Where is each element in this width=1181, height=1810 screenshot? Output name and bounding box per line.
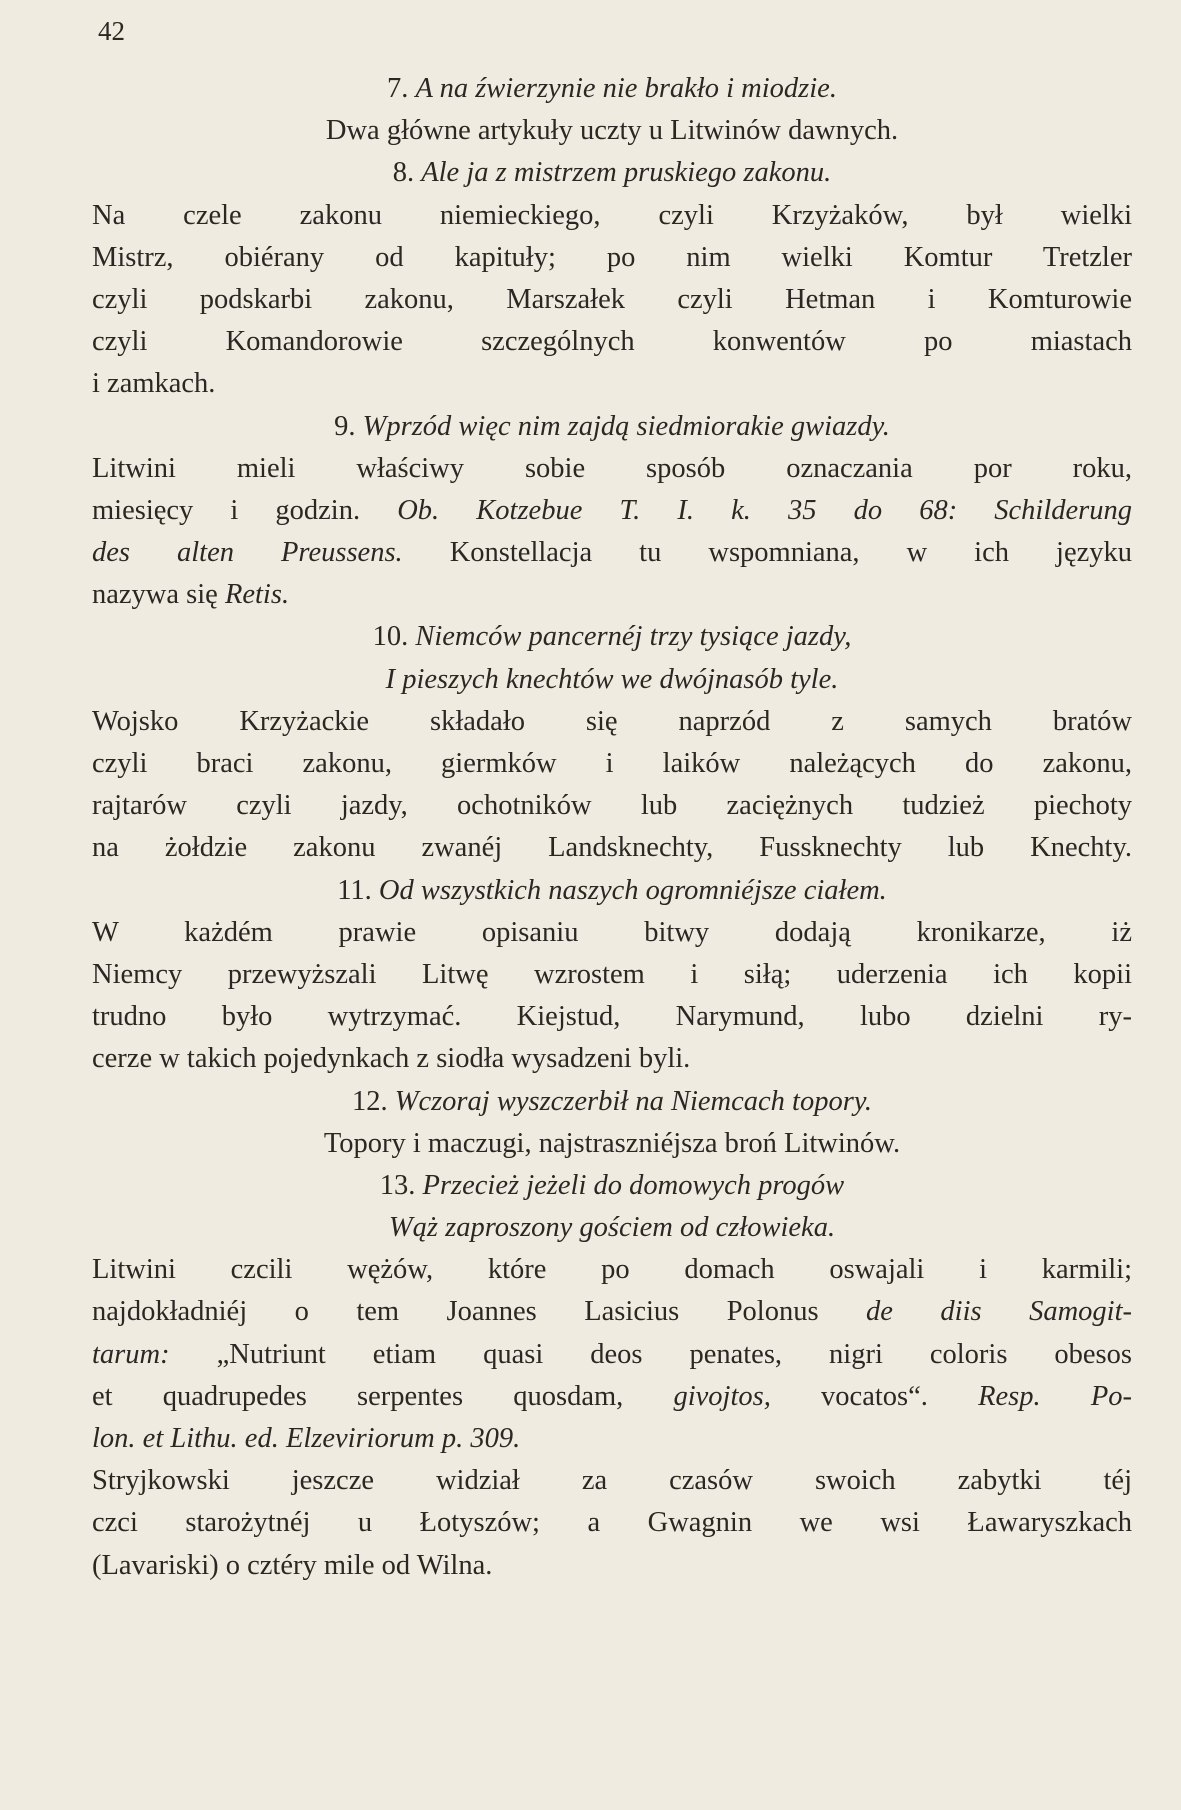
text-line bbox=[92, 532, 1132, 574]
text-line bbox=[92, 659, 1132, 701]
text-span: Niemcy przewyższali Litwę wzrostem i siłą; uderzenia ich kopii bbox=[92, 958, 1132, 990]
text-span: Dwa główne artykuły uczty u Litwinów dawnych. bbox=[325, 115, 899, 147]
text-line bbox=[92, 743, 1132, 785]
italic-span: Ale ja z mistrzem pruskiego zakonu. bbox=[421, 157, 832, 189]
text-line bbox=[92, 363, 1132, 405]
text-line bbox=[92, 1165, 1132, 1207]
italic-span: Przecież jeżeli do domowych progów bbox=[422, 1169, 845, 1201]
italic-span: A na źwierzynie nie brakło i miodzie. bbox=[415, 73, 837, 104]
text-span: Topory i maczugi, najstraszniéjsza broń Litwinów. bbox=[323, 1127, 901, 1159]
text-span: 8. bbox=[392, 157, 422, 189]
text-line bbox=[92, 1460, 1132, 1502]
text-line bbox=[92, 1291, 1132, 1333]
italic-span: des alten Preussens. bbox=[92, 537, 403, 569]
text-span: czyli Komandorowie szczególnych konwentów po miastach bbox=[92, 326, 1132, 358]
text-line bbox=[92, 279, 1132, 321]
text-line bbox=[92, 827, 1132, 869]
text-line bbox=[92, 490, 1132, 532]
text-span: 12. bbox=[351, 1085, 395, 1117]
italic-span: lon. et Lithu. ed. Elzeviriorum p. 309. bbox=[92, 1423, 521, 1454]
italic-span: de diis Samogit- bbox=[866, 1296, 1132, 1328]
text-line bbox=[92, 1376, 1132, 1418]
text-line bbox=[92, 195, 1132, 237]
italic-span: tarum: bbox=[92, 1338, 170, 1370]
italic-span: Od wszystkich naszych ogromniéjsze ciałem. bbox=[378, 874, 887, 906]
text-line bbox=[92, 152, 1132, 194]
text-span: Litwini mieli właściwy sobie sposób oznaczania por roku, bbox=[92, 452, 1132, 484]
text-line bbox=[92, 616, 1132, 658]
text-span: 11. bbox=[337, 874, 379, 906]
text-line bbox=[92, 912, 1132, 954]
text-line bbox=[92, 574, 1132, 616]
text-span: miesięcy i godzin. bbox=[92, 494, 398, 526]
text-line bbox=[92, 1334, 1132, 1376]
text-span: 7. bbox=[387, 73, 416, 104]
text-span: Stryjkowski jeszcze widział za czasów swoich zabytki téj bbox=[92, 1465, 1132, 1497]
text-span: najdokładniéj o tem Joannes Lasicius Polonus bbox=[92, 1296, 867, 1328]
text-span: czci starożytnéj u Łotyszów; a Gwagnin we wsi Ławaryszkach bbox=[92, 1507, 1132, 1539]
text-line bbox=[92, 785, 1132, 827]
italic-span: Wprzód więc nim zajdą siedmiorakie gwiazdy. bbox=[362, 410, 890, 442]
text-line bbox=[92, 1418, 1132, 1460]
page-number: 42 bbox=[98, 16, 125, 46]
text-line bbox=[92, 68, 1132, 110]
text-span: 9. bbox=[334, 410, 363, 442]
text-span: Litwini czcili wężów, które po domach oswajali i karmili; bbox=[92, 1254, 1132, 1286]
text-span: Mistrz, obiérany od kapituły; po nim wielki Komtur Tretzler bbox=[92, 241, 1132, 273]
text-span: i zamkach. bbox=[92, 368, 216, 400]
text-span: vocatos“. bbox=[770, 1380, 979, 1412]
text-span: Konstellacja tu wspomniana, w ich języku bbox=[402, 537, 1132, 569]
text-line bbox=[92, 1249, 1132, 1291]
text-line bbox=[92, 1123, 1132, 1165]
italic-span: Wczoraj wyszczerbił na Niemcach topory. bbox=[394, 1085, 873, 1117]
text-line bbox=[92, 237, 1132, 279]
text-line bbox=[92, 870, 1132, 912]
text-line bbox=[92, 701, 1132, 743]
text-span: 13. bbox=[379, 1169, 423, 1201]
text-span: et quadrupedes serpentes quosdam, bbox=[92, 1380, 674, 1412]
text-line bbox=[92, 448, 1132, 490]
text-span: czyli braci zakonu, giermków i laików należących do zakonu, bbox=[92, 748, 1132, 779]
text-span: czyli podskarbi zakonu, Marszałek czyli Hetman i Komturowie bbox=[92, 283, 1132, 315]
text-span: nazywa się bbox=[92, 579, 225, 611]
italic-span: givojtos, bbox=[673, 1380, 771, 1412]
text-span: (Lavariski) o cztéry mile od Wilna. bbox=[92, 1549, 493, 1581]
text-span: Wojsko Krzyżackie składało się naprzód z samych bratów bbox=[92, 705, 1132, 737]
text-span: 10. bbox=[372, 621, 416, 653]
text-line bbox=[92, 1207, 1132, 1249]
text-span: Na czele zakonu niemieckiego, czyli Krzyżaków, był wielki bbox=[92, 199, 1132, 231]
italic-span: Resp. Po- bbox=[978, 1380, 1132, 1412]
italic-span: Niemców pancernéj trzy tysiące jazdy, bbox=[415, 621, 852, 653]
text-span: trudno było wytrzymać. Kiejstud, Narymund, lubo dzielni ry- bbox=[92, 1001, 1132, 1033]
text-span: cerze w takich pojedynkach z siodła wysadzeni byli. bbox=[92, 1043, 691, 1075]
italic-span: I pieszych knechtów we dwójnasób tyle. bbox=[385, 663, 839, 695]
body-text bbox=[92, 68, 1132, 1587]
italic-span: Wąż zaproszony gościem od człowieka. bbox=[388, 1212, 836, 1244]
text-line bbox=[92, 954, 1132, 996]
text-line bbox=[92, 1038, 1132, 1080]
text-line bbox=[92, 406, 1132, 448]
text-line bbox=[92, 1545, 1132, 1587]
italic-span: Retis. bbox=[224, 579, 290, 611]
text-span: „Nutriunt etiam quasi deos penates, nigri coloris obesos bbox=[169, 1338, 1132, 1370]
text-span: W każdém prawie opisaniu bitwy dodają kronikarze, iż bbox=[92, 916, 1132, 948]
text-line bbox=[92, 321, 1132, 363]
text-span: na żołdzie zakonu zwanéj Landsknechty, Fussknechty lub Knechty. bbox=[92, 832, 1132, 864]
text-line bbox=[92, 110, 1132, 152]
italic-span: Ob. Kotzebue T. I. k. 35 do 68: Schilderung bbox=[397, 494, 1133, 526]
text-span: rajtarów czyli jazdy, ochotników lub zaciężnych tudzież piechoty bbox=[92, 790, 1132, 822]
text-line bbox=[92, 996, 1132, 1038]
text-line bbox=[92, 1502, 1132, 1544]
text-line bbox=[92, 1081, 1132, 1123]
